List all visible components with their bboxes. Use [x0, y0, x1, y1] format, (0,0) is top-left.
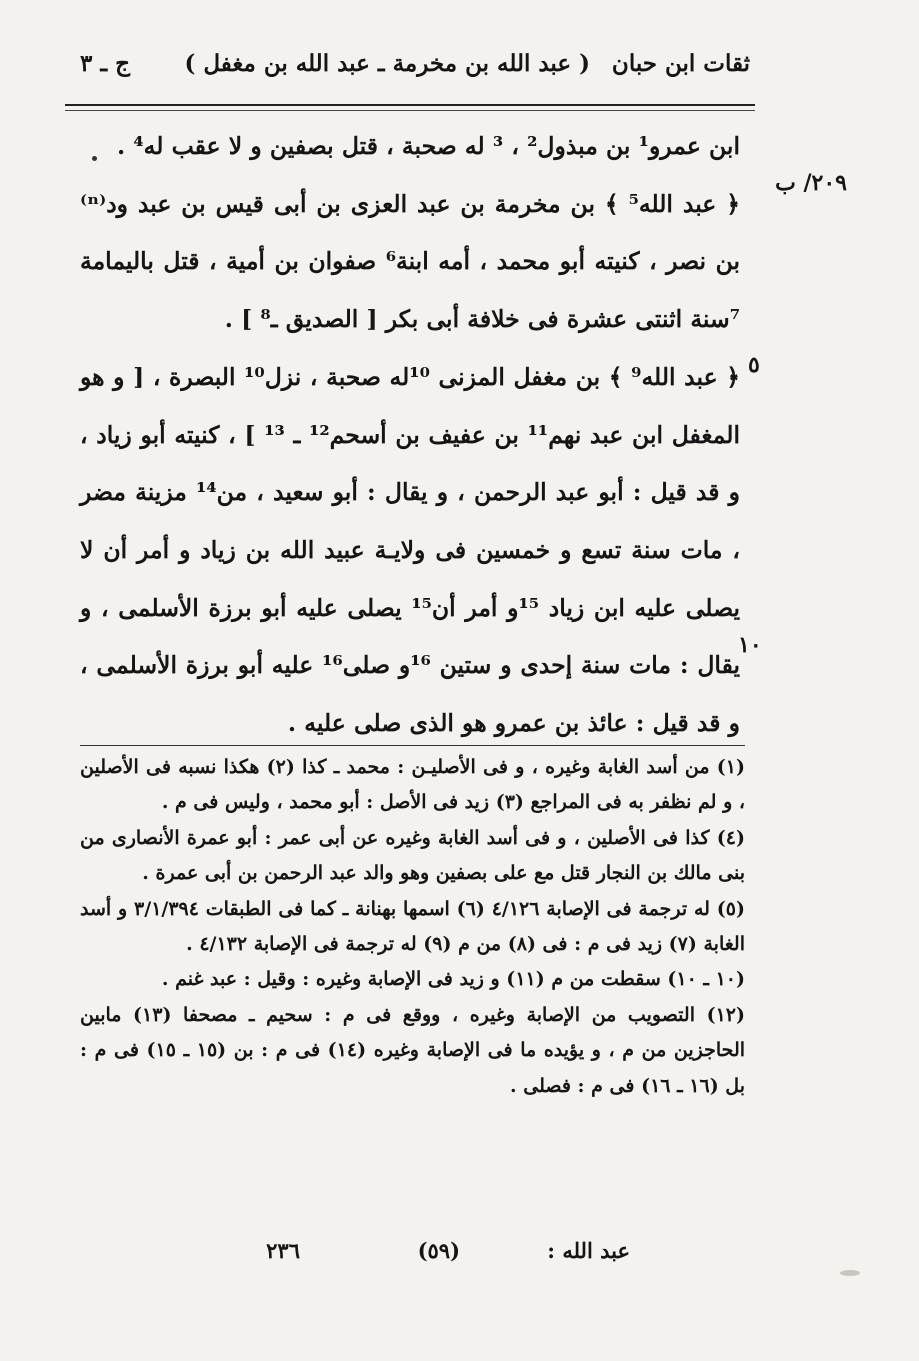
- footnote: (٤) كذا فى الأصلين ، و فى أسد الغابة وغيره عن أبى عمر : أبو عمرة الأنصارى من بنى مالك بن النجار قتل مع على بصفين وهو والد عبد الرحمن بن أبى عمرة .: [80, 826, 745, 885]
- page-number: ٢٣٦: [266, 1238, 300, 1263]
- footnote-separator: [80, 745, 745, 746]
- book-title: ثقات ابن حبان: [611, 50, 750, 77]
- continuation-line: ابن عمرو¹ بن مبذول² ، ³ له صحبة ، قتل بصفين و لا عقب له⁴ .: [116, 132, 740, 160]
- main-text: [80, 118, 740, 753]
- footnote: (١) من أسد الغابة وغيره ، و فى الأصليـن : محمد ـ كذا (٢) هكذا نسبه فى الأصلين ، و لم نظفر به فى المراجع (٣) زيد فى الأصل : أبو محمد ، وليس فى م .: [80, 756, 745, 814]
- folio-marker: ٢٠٩/ ب: [775, 170, 847, 196]
- footnote: (١٠ ـ ١٠) سقطت من م (١١) و زيد فى الإصابة وغيره : وقيل : عبد غنم .: [161, 968, 745, 991]
- manuscript-page: (٥٩): [417, 1238, 460, 1263]
- entry-abdullah-ibn-makhrama: ﴿ عبد الله⁵ ﴾ بن مخرمة بن عبد العزى بن أبى قيس بن عبد ود⁽ⁿ⁾ بن نصر ، كنيته أبو محمد ، أمه ابنة⁶ صفوان بن أمية ، قتل باليمامة ⁷سنة اثنتى عشرة فى خلافة أبى بكر [ الصديق ـ⁸ ] .: [80, 189, 740, 334]
- page-footer: [150, 1238, 630, 1272]
- volume-label: ج ـ ٣: [80, 50, 130, 77]
- catchword: عبد الله :: [547, 1238, 630, 1263]
- footnotes: [80, 750, 745, 1104]
- line-number-10: ١٠: [738, 632, 762, 658]
- header-rule: [65, 104, 755, 106]
- running-header: [70, 42, 750, 90]
- footnote: (٥) له ترجمة فى الإصابة ٤/١٢٦ (٦) اسمها بهنانة ـ كما فى الطبقات ٣/١/٣٩٤ و أسد الغابة (٧) زيد فى م : فى (٨) من م (٩) له ترجمة فى الإصابة ٤/١٣٢ .: [80, 897, 745, 956]
- paper-smudge: [840, 1270, 860, 1276]
- header-rule-thin: [65, 110, 755, 111]
- entries-range: ( عبد الله بن مخرمة ـ عبد الله بن مغفل ): [184, 50, 590, 77]
- footnote: (١٢) التصويب من الإصابة وغيره ، ووقع فى م : سحيم ـ مصحفا (١٣) مابين الحاجزين من م ، و يؤيده ما فى الإصابة وغيره (١٤) فى م : بن (١٥ ـ ١٥) فى م : بل (١٦ ـ ١٦) فى م : فصلى .: [80, 1003, 746, 1097]
- entry-abdullah-ibn-mughaffal: ﴿ عبد الله⁹ ﴾ بن مغفل المزنى ¹⁰له صحبة ، نزل¹⁰ البصرة ، [ و هو المغفل ابن عبد نهم¹¹ بن عفيف بن أسحم¹² ـ ¹³ ] ، كنيته أبو زياد ، و قد قيل : أبو عبد الرحمن ، و يقال : أبو سعيد ، من¹⁴ مزينة مضر ، مات سنة تسع و خمسين فى ولايـة عبيد الله بن زياد و أمر أن لا يصلى عليه ابن زياد ¹⁵و أمر أن¹⁵ يصلى عليه أبو برزة الأسلمى ، و يقال : مات سنة إحدى و ستين ¹⁶و صلى¹⁶ عليه أبو برزة الأسلمى ، و قد قيل : عائذ بن عمرو هو الذى صلى عليه .: [80, 362, 740, 738]
- line-number-5: ٥: [748, 352, 760, 378]
